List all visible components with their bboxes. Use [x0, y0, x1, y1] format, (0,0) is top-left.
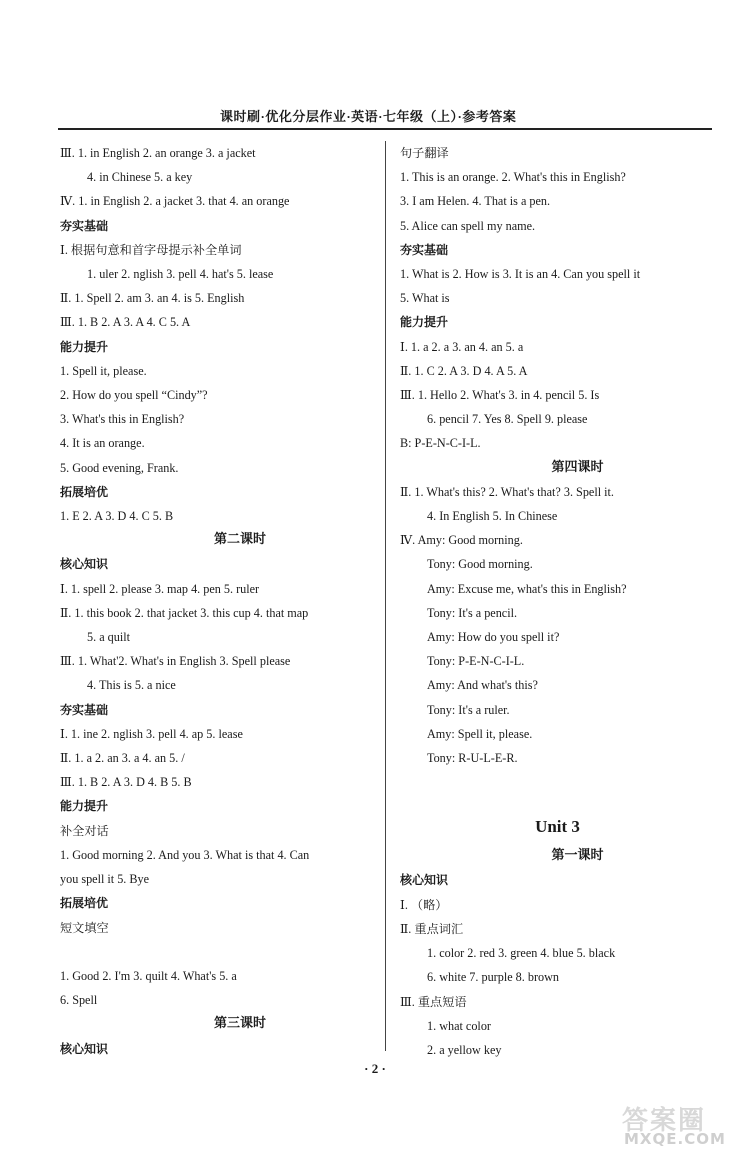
section-heading: 夯实基础: [60, 218, 109, 233]
lesson-heading: 第二课时: [213, 532, 266, 548]
header-rule: [58, 128, 712, 130]
answer-line: 5. Good evening, Frank.: [60, 460, 179, 475]
answer-line: Ⅱ. 1. C 2. A 3. D 4. A 5. A: [400, 363, 528, 378]
answer-line: 4. In English 5. In Chinese: [427, 509, 558, 524]
answer-line: 2. How do you spell “Cindy”?: [60, 388, 208, 403]
answer-line: Ⅱ. 1. a 2. an 3. a 4. an 5. /: [60, 751, 185, 766]
watermark-top-text: 答案圈: [622, 1106, 707, 1136]
section-heading: 拓展培优: [60, 484, 109, 499]
answer-line: Ⅰ. （略）: [400, 897, 448, 912]
answer-line: 6. white 7. purple 8. brown: [427, 970, 560, 985]
answer-line: Tony: R-U-L-E-R.: [427, 751, 518, 766]
answer-line: Ⅱ. 1. this book 2. that jacket 3. this cup 4. that map: [60, 605, 309, 620]
answer-line: 补全对话: [60, 823, 109, 838]
answer-line: 4. This is 5. a nice: [87, 678, 176, 693]
answer-line: Tony: It's a ruler.: [427, 702, 510, 717]
right-column: [400, 141, 715, 1062]
answer-line: Ⅳ. Amy: Good morning.: [400, 533, 523, 548]
section-heading: 核心知识: [60, 557, 109, 572]
answer-line: Amy: How do you spell it?: [427, 630, 560, 645]
lesson-heading: 第三课时: [213, 1016, 266, 1032]
answer-line: Ⅲ. 1. B 2. A 3. D 4. B 5. B: [60, 775, 192, 790]
section-heading: 夯实基础: [400, 242, 449, 257]
answer-line: 1. Good morning 2. And you 3. What is that 4. Can: [60, 847, 310, 862]
answer-line: Ⅰ. 1. a 2. a 3. an 4. an 5. a: [400, 339, 524, 354]
answer-line: 1. Spell it, please.: [60, 363, 147, 378]
answer-line: 6. pencil 7. Yes 8. Spell 9. please: [427, 412, 588, 427]
section-heading: 拓展培优: [60, 896, 109, 911]
answer-line: Ⅲ. 1. B 2. A 3. A 4. C 5. A: [60, 315, 191, 330]
answer-line: Ⅲ. 重点短语: [400, 994, 467, 1009]
answer-line: you spell it 5. Bye: [60, 872, 150, 887]
answer-line: 1. color 2. red 3. green 4. blue 5. black: [427, 946, 616, 961]
answer-line: Ⅱ. 1. What's this? 2. What's that? 3. Spell it.: [400, 484, 614, 499]
answer-line: 4. It is an orange.: [60, 436, 145, 451]
answer-line: 1. What is 2. How is 3. It is an 4. Can you spell it: [400, 267, 641, 282]
answer-line: Tony: It's a pencil.: [427, 605, 518, 620]
answer-line: 1. This is an orange. 2. What's this in English?: [400, 170, 626, 185]
answer-line: 1. uler 2. nglish 3. pell 4. hat's 5. lease: [87, 267, 274, 282]
answer-line: 5. Alice can spell my name.: [400, 218, 536, 233]
answer-line: Amy: And what's this?: [427, 678, 538, 693]
answer-line: Ⅱ. 1. Spell 2. am 3. an 4. is 5. English: [60, 291, 245, 306]
answer-line: 4. in Chinese 5. a key: [87, 170, 193, 185]
unit-heading: Unit 3: [535, 817, 580, 837]
answer-line: 短文填空: [60, 920, 109, 935]
answer-line: 6. Spell: [60, 993, 98, 1008]
section-heading: 能力提升: [60, 339, 109, 354]
answer-line: Ⅱ. 重点词汇: [400, 921, 464, 936]
answer-line: 句子翻译: [400, 146, 449, 160]
section-heading: 核心知识: [60, 1041, 109, 1056]
answer-line: Tony: P-E-N-C-I-L.: [427, 654, 525, 669]
answer-line: Ⅲ. 1. Hello 2. What's 3. in 4. pencil 5. Is: [400, 388, 600, 403]
left-column: [60, 141, 380, 1061]
answer-line: 1. Good 2. I'm 3. quilt 4. What's 5. a: [60, 968, 237, 983]
page-header: 课时刷·优化分层作业·英语·七年级（上）·参考答案: [220, 109, 517, 124]
answer-line: Ⅲ. 1. What'2. What's in English 3. Spell please: [60, 654, 291, 669]
answer-line: B: P-E-N-C-I-L.: [400, 436, 481, 451]
page-number: · 2 ·: [364, 1061, 386, 1076]
answer-line: 5. a quilt: [87, 630, 130, 645]
answer-line: Ⅰ. 根据句意和首字母提示补全单词: [60, 242, 242, 257]
lesson-heading: 第一课时: [551, 848, 604, 864]
answer-line: Amy: Excuse me, what's this in English?: [427, 581, 627, 596]
answer-line: Tony: Good morning.: [427, 557, 533, 572]
column-divider: [385, 141, 386, 1051]
answer-line: 2. a yellow key: [427, 1042, 502, 1057]
section-heading: 能力提升: [400, 315, 449, 330]
blank-line: [60, 940, 380, 964]
answer-line: Amy: Spell it, please.: [427, 726, 533, 741]
watermark-logo: [618, 1100, 748, 1152]
answer-line: Ⅰ. 1. ine 2. nglish 3. pell 4. ap 5. lease: [60, 726, 243, 741]
answer-line: 1. E 2. A 3. D 4. C 5. B: [60, 509, 174, 524]
lesson-heading: 第四课时: [551, 459, 604, 475]
watermark-bottom-text: MXQE.COM: [624, 1130, 726, 1148]
answer-line: 1. what color: [427, 1018, 491, 1033]
answer-line: Ⅳ. 1. in English 2. a jacket 3. that 4. an orange: [60, 194, 290, 209]
answer-line: 5. What is: [400, 291, 450, 306]
section-heading: 能力提升: [60, 799, 109, 814]
answer-line: Ⅲ. 1. in English 2. an orange 3. a jacket: [60, 146, 256, 160]
answer-line: 3. I am Helen. 4. That is a pen.: [400, 194, 551, 209]
answer-line: 3. What's this in English?: [60, 412, 185, 427]
section-heading: 核心知识: [400, 873, 449, 888]
section-heading: 夯实基础: [60, 702, 109, 717]
answer-line: Ⅰ. 1. spell 2. please 3. map 4. pen 5. ruler: [60, 581, 260, 596]
